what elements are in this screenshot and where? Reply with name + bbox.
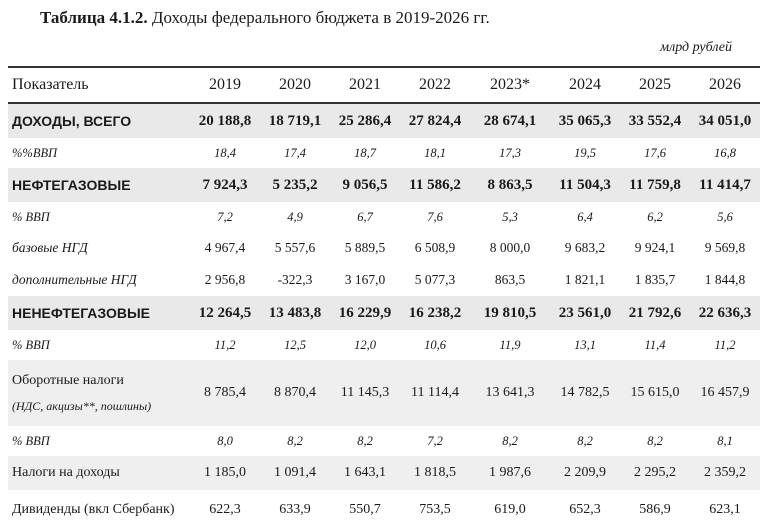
cell-value: -322,3: [277, 272, 313, 287]
cell-value: 16 229,9: [330, 296, 400, 330]
row-label: % ВВП: [12, 433, 50, 448]
cell-value: 1 643,1: [330, 456, 400, 490]
cell-value: 33 552,4: [620, 103, 690, 138]
cell-value: 2 209,9: [550, 456, 620, 490]
cell-value: 753,5: [419, 501, 451, 517]
cell-value: 8,2: [577, 433, 593, 448]
cell-value: 25 286,4: [330, 103, 400, 138]
cell-value: 7,2: [427, 433, 443, 448]
cell-value: 6 508,9: [414, 240, 456, 255]
row-label: %%ВВП: [12, 145, 58, 160]
row-label-main: Оборотные налоги: [12, 372, 124, 388]
header-indicator: Показатель: [8, 67, 190, 103]
row-label: Дивиденды (вкл Сбербанк): [12, 501, 175, 517]
cell-value: 1 821,1: [564, 272, 606, 287]
unit-label: млрд рублей: [660, 40, 732, 55]
cell-value: 21 792,6: [620, 296, 690, 330]
cell-value: 8,2: [287, 433, 303, 448]
cell-value: 633,9: [279, 501, 311, 517]
row-label: % ВВП: [12, 337, 50, 352]
row-dividends: [8, 490, 760, 528]
cell-value: 34 051,0: [690, 103, 760, 138]
cell-value: 2 956,8: [204, 272, 246, 287]
cell-value: 18 719,1: [260, 103, 330, 138]
cell-value: 4,9: [287, 209, 303, 224]
cell-value: 5 557,6: [274, 240, 316, 255]
cell-value: 8,1: [717, 433, 733, 448]
cell-value: 18,4: [214, 145, 236, 160]
row-label-note: (НДС, акцизы**, пошлины): [12, 398, 152, 413]
cell-value: 17,4: [284, 145, 306, 160]
cell-value: 5 235,2: [260, 168, 330, 202]
cell-value: 622,3: [209, 501, 241, 517]
cell-value: 11,2: [214, 337, 236, 352]
cell-value: 18,1: [424, 145, 446, 160]
cell-value: 9 683,2: [564, 240, 606, 255]
cell-value: 8 870,4: [260, 360, 330, 426]
table-title: [40, 8, 490, 28]
table-caption: Доходы федерального бюджета в 2019-2026 гг.: [147, 8, 490, 27]
cell-value: 652,3: [569, 501, 601, 517]
cell-value: 17,6: [644, 145, 666, 160]
header-year: 2021: [330, 67, 400, 103]
cell-value: 7,6: [427, 209, 443, 224]
cell-value: 18,7: [354, 145, 376, 160]
row-label: ДОХОДЫ, ВСЕГО: [8, 103, 190, 138]
cell-value: 11 114,4: [400, 360, 470, 426]
cell-value: 1 818,5: [400, 456, 470, 490]
row-label: [8, 360, 190, 426]
cell-value: 13 483,8: [260, 296, 330, 330]
cell-value: 619,0: [494, 501, 526, 517]
row-oil-gas-gdp-share: [8, 202, 760, 232]
row-non-oil-gas-gdp-share: [8, 330, 760, 360]
cell-value: 11,9: [499, 337, 521, 352]
cell-value: 16,8: [714, 145, 736, 160]
row-label: дополнительные НГД: [12, 272, 137, 287]
cell-value: 5,6: [717, 209, 733, 224]
cell-value: 9 569,8: [704, 240, 746, 255]
cell-value: 17,3: [499, 145, 521, 160]
header-year: 2020: [260, 67, 330, 103]
cell-value: 16 457,9: [690, 360, 760, 426]
row-turnover-gdp-share: [8, 426, 760, 456]
row-label: НЕНЕФТЕГАЗОВЫЕ: [8, 296, 190, 330]
header-year: 2025: [620, 67, 690, 103]
cell-value: 8 785,4: [190, 360, 260, 426]
row-label: базовые НГД: [12, 240, 88, 255]
cell-value: 586,9: [639, 501, 671, 517]
cell-value: 11,2: [714, 337, 736, 352]
cell-value: 6,2: [647, 209, 663, 224]
cell-value: 8,2: [502, 433, 518, 448]
table-number: Таблица 4.1.2.: [40, 8, 148, 27]
header-year: 2023*: [470, 67, 550, 103]
cell-value: 22 636,3: [690, 296, 760, 330]
row-label: % ВВП: [12, 209, 50, 224]
cell-value: 550,7: [349, 501, 381, 517]
cell-value: 6,7: [357, 209, 373, 224]
cell-value: 5,3: [502, 209, 518, 224]
cell-value: 7 924,3: [190, 168, 260, 202]
cell-value: 8,0: [217, 433, 233, 448]
cell-value: 27 824,4: [400, 103, 470, 138]
row-label: НЕФТЕГАЗОВЫЕ: [8, 168, 190, 202]
cell-value: 19 810,5: [470, 296, 550, 330]
header-year: 2024: [550, 67, 620, 103]
header-year: 2026: [690, 67, 760, 103]
cell-value: 10,6: [424, 337, 446, 352]
cell-value: 2 359,2: [690, 456, 760, 490]
cell-value: 12,0: [354, 337, 376, 352]
cell-value: 28 674,1: [470, 103, 550, 138]
row-oil-gas: [8, 168, 760, 202]
cell-value: 8 863,5: [470, 168, 550, 202]
row-non-oil-gas: [8, 296, 760, 330]
cell-value: 9 924,1: [634, 240, 676, 255]
row-income-taxes: [8, 456, 760, 490]
cell-value: 15 615,0: [620, 360, 690, 426]
cell-value: 12 264,5: [190, 296, 260, 330]
cell-value: 8 000,0: [489, 240, 531, 255]
row-total-revenue: [8, 103, 760, 138]
cell-value: 16 238,2: [400, 296, 470, 330]
cell-value: 1 987,6: [470, 456, 550, 490]
cell-value: 4 967,4: [204, 240, 246, 255]
cell-value: 11 504,3: [550, 168, 620, 202]
cell-value: 2 295,2: [620, 456, 690, 490]
cell-value: 13,1: [574, 337, 596, 352]
cell-value: 20 188,8: [190, 103, 260, 138]
row-turnover-taxes: [8, 360, 760, 426]
cell-value: 12,5: [284, 337, 306, 352]
cell-value: 1 091,4: [260, 456, 330, 490]
cell-value: 1 185,0: [190, 456, 260, 490]
row-additional-oil-gas: [8, 264, 760, 296]
cell-value: 11 145,3: [330, 360, 400, 426]
cell-value: 11 414,7: [690, 168, 760, 202]
cell-value: 1 844,8: [704, 272, 746, 287]
cell-value: 3 167,0: [344, 272, 386, 287]
header-row: [8, 67, 760, 103]
header-year: 2019: [190, 67, 260, 103]
cell-value: 7,2: [217, 209, 233, 224]
row-base-oil-gas: [8, 232, 760, 264]
cell-value: 8,2: [357, 433, 373, 448]
cell-value: 5 077,3: [414, 272, 456, 287]
cell-value: 1 835,7: [634, 272, 676, 287]
cell-value: 11 586,2: [400, 168, 470, 202]
cell-value: 19,5: [574, 145, 596, 160]
row-label: Налоги на доходы: [8, 456, 190, 490]
cell-value: 5 889,5: [344, 240, 386, 255]
cell-value: 623,1: [709, 501, 741, 517]
budget-revenue-table: [8, 66, 760, 528]
cell-value: 863,5: [494, 272, 526, 287]
row-total-gdp-share: [8, 138, 760, 168]
cell-value: 35 065,3: [550, 103, 620, 138]
cell-value: 9 056,5: [330, 168, 400, 202]
cell-value: 14 782,5: [550, 360, 620, 426]
cell-value: 6,4: [577, 209, 593, 224]
cell-value: 11 759,8: [620, 168, 690, 202]
cell-value: 13 641,3: [470, 360, 550, 426]
header-year: 2022: [400, 67, 470, 103]
cell-value: 8,2: [647, 433, 663, 448]
cell-value: 23 561,0: [550, 296, 620, 330]
cell-value: 11,4: [644, 337, 666, 352]
